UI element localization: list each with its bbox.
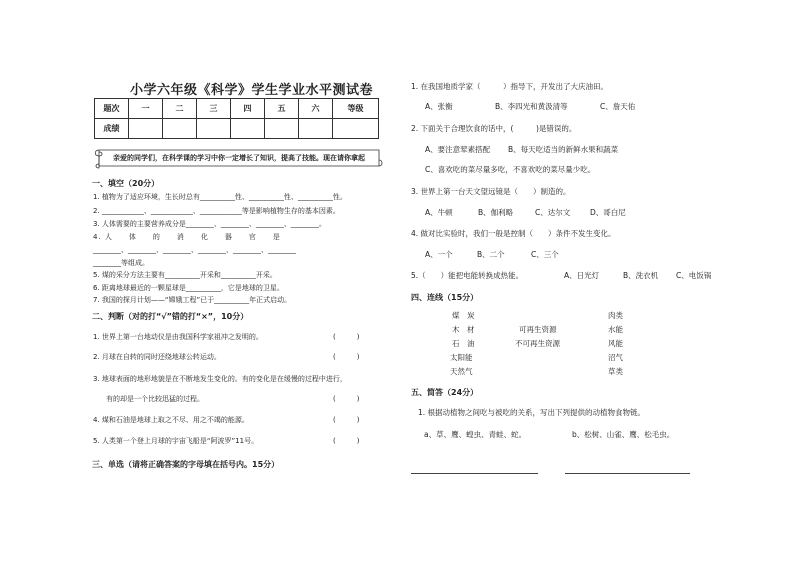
match-left-item: 木 材 <box>452 325 475 334</box>
answer-paren: ( ) <box>333 395 360 403</box>
judge-question: 5. 人类第一个登上月球的宇宙飞船是“阿波罗”11号。 <box>93 437 259 445</box>
section-heading-single: 三、单选（请将正确答案的字母填在括号内。15分） <box>92 460 280 469</box>
exam-title: 小学六年级《科学》学生学业水平测试卷 <box>130 83 374 98</box>
option: C、电饭锅 <box>676 271 712 280</box>
option: A、张衡 <box>425 102 453 111</box>
match-right-item: 肉类 <box>608 311 623 320</box>
match-right-item: 风能 <box>608 339 623 348</box>
section-heading-match: 四、连线（15分） <box>411 293 479 302</box>
match-right-item: 沼气 <box>608 353 623 362</box>
essay-item: b、松树、山雀、鹰、松毛虫。 <box>572 430 675 439</box>
essay-item: a、草、鹰、蝗虫、青蛙、蛇。 <box>424 430 527 439</box>
judge-question: 1. 世界上第一台地动仪是由我国科学家祖冲之发明的。 <box>93 333 263 341</box>
judge-question: 4. 煤和石油是地球上取之不尽、用之不竭的能源。 <box>93 416 249 424</box>
option: C、三个 <box>531 250 559 259</box>
score-cell: 六 <box>299 99 333 119</box>
match-left-item: 太阳能 <box>450 353 473 362</box>
fill-question: 4. 人 体 的 消 化 器 官 是 <box>93 233 281 241</box>
score-cell: 五 <box>265 99 299 119</box>
score-cell-empty <box>265 119 299 139</box>
option: B、洗衣机 <box>623 271 659 280</box>
option: C、喜欢吃的菜尽量多吃，不喜欢吃的菜尽量少吃。 <box>425 165 596 174</box>
match-middle-item: 不可再生资源 <box>515 339 560 348</box>
option: A、一个 <box>425 250 453 259</box>
answer-line <box>411 473 538 474</box>
match-left-item: 天然气 <box>450 367 473 376</box>
option: C、詹天佑 <box>600 102 636 111</box>
score-cell: 等级 <box>333 99 379 119</box>
option: A、日光灯 <box>564 271 600 280</box>
answer-paren: ( ) <box>333 437 360 445</box>
score-table-header-row <box>95 99 379 119</box>
fill-question: 1. 植物为了适应环境，生长时总有__________性、__________性、__________性。 <box>93 193 347 201</box>
fill-question: 5. 煤的采分方法主要有__________开采和__________开采。 <box>93 271 277 279</box>
answer-paren: ( ) <box>333 333 360 341</box>
option: D、哥白尼 <box>590 208 626 217</box>
match-right-item: 水能 <box>608 325 623 334</box>
judge-question: 3. 地球表面的地形地貌是在不断地发生变化的。有的变化是在缓慢的过程中进行， <box>93 375 347 383</box>
score-table-score-row <box>95 119 379 139</box>
option: C、达尔文 <box>535 208 571 217</box>
single-question: 4. 做对比实验时，我们一般是控制（ ）条件不发生变化。 <box>411 229 616 238</box>
match-middle-item: 可再生资源 <box>519 325 557 334</box>
match-right-item: 草类 <box>608 367 623 376</box>
score-cell: 四 <box>231 99 265 119</box>
score-cell-empty <box>231 119 265 139</box>
option: A、牛顿 <box>425 208 453 217</box>
fill-question: 7. 我国的探月计划——“嫦娥工程”已于__________年正式启动。 <box>93 296 292 304</box>
score-table <box>94 98 379 139</box>
essay-question: 1. 根据动植物之间吃与被吃的关系，写出下列提供的动植物食物链。 <box>418 408 646 417</box>
fill-question-cont: ________等组成。 <box>93 259 149 267</box>
fill-question: 2. ____________、____________、____________等是影响植物生存的基本因素。 <box>93 207 340 215</box>
section-heading-judge: 二、判断（对的打“√”错的打“×”，10分） <box>92 312 249 321</box>
score-cell-empty <box>299 119 333 139</box>
match-left-item: 煤 炭 <box>452 311 475 320</box>
answer-line <box>565 473 690 474</box>
answer-paren: ( ) <box>333 353 360 361</box>
score-cell: 成绩 <box>95 119 129 139</box>
option: B、二个 <box>477 250 505 259</box>
single-question: 3. 世界上第一台天文望远镜是（ ）制造的。 <box>411 187 571 196</box>
score-cell: 二 <box>163 99 197 119</box>
fill-question-cont: ________、________、________、________、________、________ <box>93 246 296 254</box>
score-cell: 一 <box>129 99 163 119</box>
section-heading-fill: 一、填空（20分） <box>92 179 160 188</box>
score-cell-empty <box>163 119 197 139</box>
fill-question: 6. 距离地球最近的一颗星球是__________，它是地球的卫星。 <box>93 284 284 292</box>
option: B、伽利略 <box>478 208 514 217</box>
match-left-item: 石 油 <box>452 339 475 348</box>
judge-question-cont: 有的却是一个比较迅猛的过程。 <box>106 395 204 403</box>
score-cell: 三 <box>197 99 231 119</box>
fill-question: 3. 人体需要的主要营养成分是________、________、________、________。 <box>93 220 326 228</box>
banner-text: 亲爱的同学们，在科学课的学习中你一定增长了知识，提高了技能。现在请你拿起 <box>113 154 365 162</box>
single-question: 2. 下面关于合理饮食的话中，( )是错误的。 <box>411 124 577 133</box>
answer-paren: ( ) <box>333 416 360 424</box>
score-cell: 题次 <box>95 99 129 119</box>
option: A、要注意荤素搭配 <box>425 145 491 154</box>
section-heading-essay: 五、简答（24分） <box>411 388 479 397</box>
option: B、每天吃适当的新鲜水果和蔬菜 <box>508 145 619 154</box>
scroll-banner <box>93 147 383 169</box>
score-cell-empty <box>197 119 231 139</box>
option: B、李四光和黄汲清等 <box>495 102 568 111</box>
judge-question: 2. 月球在自转的同时还绕地球公转运动。 <box>93 353 221 361</box>
single-question: 5.（ ）能把电能转换成热能。 <box>411 271 524 280</box>
single-question: 1. 在我国地质学家（ ）指导下，开发出了大庆油田。 <box>411 82 609 91</box>
score-cell-empty <box>333 119 379 139</box>
score-cell-empty <box>129 119 163 139</box>
